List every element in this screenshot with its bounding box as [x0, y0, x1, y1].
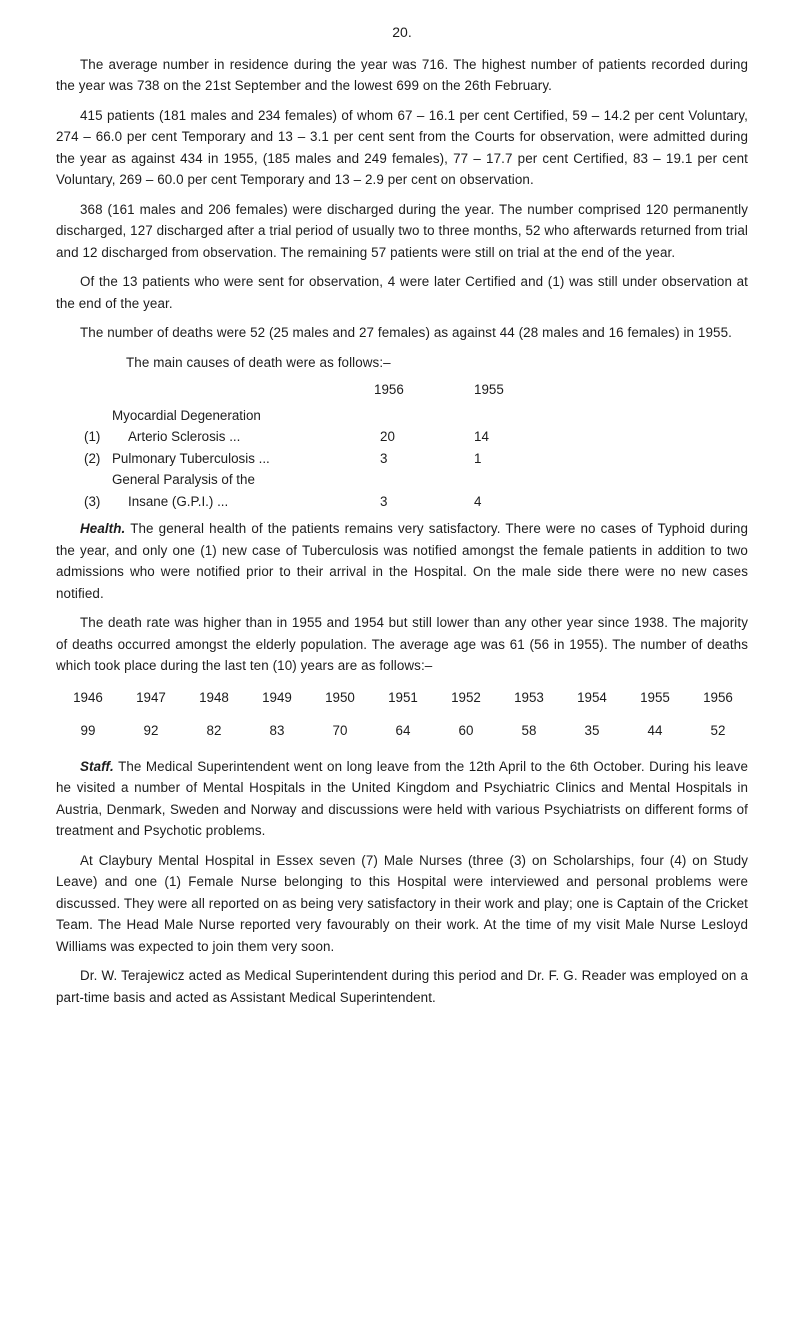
column-header-1955: 1955 [474, 382, 504, 397]
paragraph-residence: The average number in residence during the year was 716. The highest number of patients recorded during the year was 738 on the 21st September and the lowest 699 on the 26th February. [56, 56, 748, 93]
cause-value-1955: 1 [474, 450, 482, 466]
deaths-cell: 70 [332, 723, 348, 738]
paragraph-health [56, 518, 748, 604]
cause-label-line1: Pulmonary Tuberculosis ... [112, 450, 270, 466]
deaths-by-year-table [56, 687, 748, 742]
cause-value-1955: 4 [474, 493, 482, 509]
year-cell: 1948 [199, 689, 229, 705]
deaths-cell: 52 [710, 723, 726, 738]
cause-label-line2: Insane (G.P.I.) ... [128, 493, 229, 509]
year-cell: 1956 [703, 689, 733, 705]
deaths-cell: 35 [584, 723, 600, 738]
years-row [56, 687, 748, 709]
paragraph-admissions: 415 patients (181 males and 234 females) of whom 67 – 16.1 per cent Certified, 59 – 14.2 per cent Voluntary, 274 – 66.0 per cent Temporary and 13 – 3.1 per cent sent from the Courts for observation, were admitted during the year as against 434 in 1955, (185 males and 249 females), 77 – 17.7 per cent Certified, 83 – 19.1 per cent Voluntary, 269 – 60.0 per cent Temporary and 13 – 2.9 per cent on observation. [56, 107, 748, 187]
deaths-cell: 92 [143, 723, 159, 738]
paragraph-claybury: At Claybury Mental Hospital in Essex seven (7) Male Nurses (three (3) on Scholarships, four (4) on Study Leave) and one (1) Female Nurse belonging to this Hospital were interviewed and personal problems were discussed. They were all reported on as being very satisfactory in their work and play; one is Captain of the Cricket Team. The Head Male Nurse reported very favourably on their work. At the time of my visit Male Nurse Lesloyd Williams was expected to join them very soon. [56, 852, 748, 954]
paragraph-acting-superintendent: Dr. W. Terajewicz acted as Medical Superintendent during this period and Dr. F. G. Reader was employed on a part-time basis and acted as Assistant Medical Superintendent. [56, 968, 748, 1005]
cause-label-line2: Arterio Sclerosis ... [128, 429, 241, 444]
staff-text: The Medical Superintendent went on long leave from the 12th April to the 6th October. During his leave he visited a number of Mental Hospitals in the United Kingdom and Psychiatric Clinics and Mental Hospitals in Austria, Denmark, Sweden and Norway and discussions were held with various Psychiatrists on different forms of treatment and Psychotic problems. [56, 758, 748, 838]
cause-row [84, 448, 748, 470]
year-cell: 1955 [640, 689, 670, 705]
year-cell: 1947 [136, 689, 166, 705]
paragraph-death-rate: The death rate was higher than in 1955 and 1954 but still lower than any other year since 1938. The majority of deaths occurred amongst the elderly population. The average age was 61 (56 in 1955). The number of deaths which took place during the last ten (10) years are as follows:– [56, 615, 748, 673]
paragraph-observation: Of the 13 patients who were sent for observation, 4 were later Certified and (1) was still under observation at the end of the year. [56, 274, 748, 311]
staff-heading: Staff. [80, 758, 114, 774]
causes-table-header [374, 379, 748, 401]
page-number: 20. [392, 24, 412, 40]
paragraph-causes-intro: The main causes of death were as follows:– [126, 354, 391, 370]
cause-row [84, 405, 748, 448]
deaths-cell: 58 [521, 723, 537, 738]
health-text: The general health of the patients remains very satisfactory. There were no cases of Typhoid during the year, and only one (1) new case of Tuberculosis was notified amongst the female patients in addition to two admissions who were notified prior to their arrival in the Hospital. On the male side there were no new cases notified. [56, 521, 748, 601]
paragraph-deaths: The number of deaths were 52 (25 males and 27 females) as against 44 (28 males and 16 females) in 1955. [80, 325, 732, 340]
cause-label-line1: Myocardial Degeneration [112, 407, 261, 423]
cause-value-1956: 3 [380, 493, 388, 509]
cause-row [84, 469, 748, 512]
deaths-cell: 44 [647, 723, 663, 738]
year-cell: 1954 [577, 689, 607, 705]
causes-of-death-table [84, 379, 748, 512]
deaths-row [56, 720, 748, 742]
year-cell: 1952 [451, 689, 481, 705]
cause-value-1956: 3 [380, 450, 388, 466]
year-cell: 1953 [514, 689, 544, 705]
health-heading: Health. [80, 521, 126, 536]
cause-label [112, 448, 374, 470]
deaths-cell: 60 [458, 723, 474, 738]
cause-number: (3) [84, 493, 101, 509]
cause-value-1955: 14 [474, 429, 489, 444]
deaths-cell: 83 [269, 723, 285, 738]
column-header-1956: 1956 [374, 382, 404, 397]
cause-label [112, 469, 374, 512]
paragraph-discharges: 368 (161 males and 206 females) were discharged during the year. The number comprised 120 permanently discharged, 127 discharged after a trial period of usually two to three months, 52 who afterwards returned from trial and 12 discharged from observation. The remaining 57 patients were still on trial at the end of the year. [56, 201, 748, 260]
year-cell: 1951 [388, 689, 418, 705]
cause-label-line1: General Paralysis of the [112, 472, 255, 487]
deaths-cell: 82 [206, 723, 222, 738]
cause-number: (2) [84, 450, 101, 466]
cause-label [112, 405, 374, 448]
cause-value-1956: 20 [380, 429, 395, 444]
year-cell: 1949 [262, 689, 292, 705]
deaths-cell: 99 [80, 723, 96, 738]
year-cell: 1950 [325, 689, 355, 705]
year-cell: 1946 [73, 689, 103, 705]
cause-number: (1) [84, 429, 101, 444]
paragraph-staff [56, 756, 748, 842]
deaths-cell: 64 [395, 723, 411, 738]
